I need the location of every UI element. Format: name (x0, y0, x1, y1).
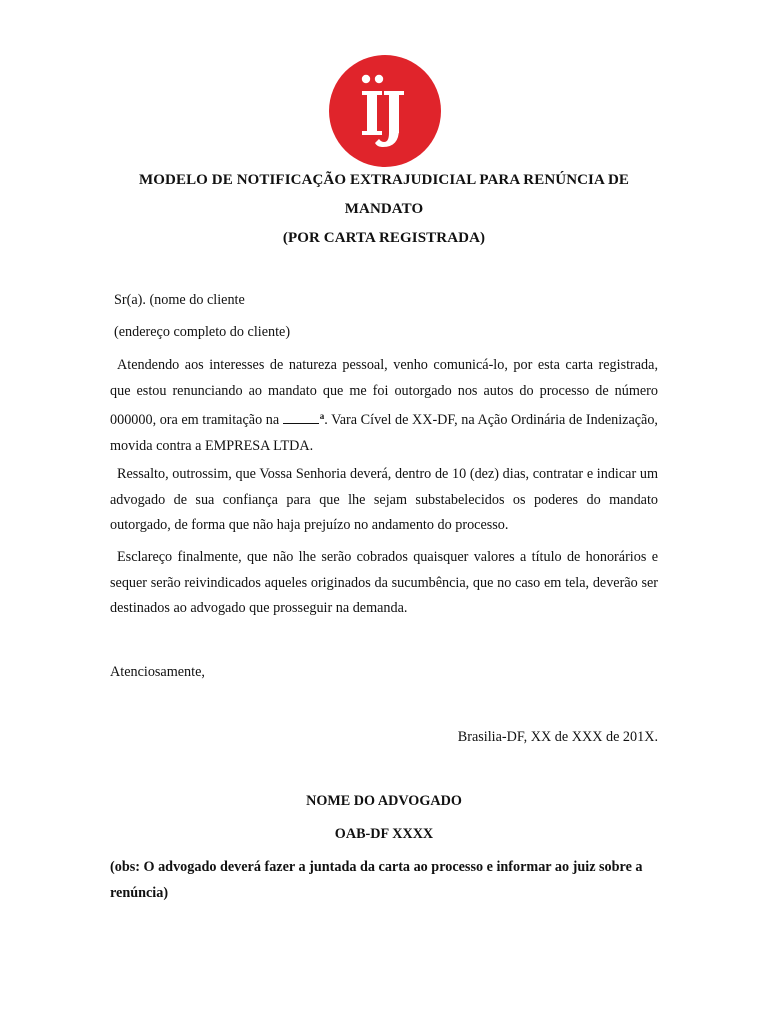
paragraph-1-text-b: . Vara Cível de XX-DF, na Ação Ordinária de Indenização, movida contra a EMPRESA LTDA. (110, 412, 658, 454)
closing: Atenciosamente, (110, 664, 205, 680)
ordinal-mark: a (319, 411, 325, 421)
paragraph-3-text: Esclareço finalmente, que não lhe serão cobrados quaisquer valores a título de honorários e sequer serão reivindicados aqueles originados da sucumbência, que no caso em tela, deverão ser destinados ao advogado que prosseguir na demanda. (110, 549, 658, 616)
place-date: Brasilia-DF, XX de XXX de 201X. (457, 729, 658, 745)
observation-note: (obs: O advogado deverá fazer a juntada da carta ao processo e informar ao juiz sobre a renúncia) (110, 859, 643, 901)
paragraph-2 (110, 462, 658, 539)
document-subtitle: (POR CARTA REGISTRADA) (282, 230, 486, 246)
paragraph-1-text-a: Atendendo aos interesses de natureza pessoal, venho comunicá-lo, por esta carta registrada, que estou renunciando ao mandato que me foi outorgado nos autos do processo de número 000000, ora em tramitação na (110, 357, 658, 428)
signature-oab: OAB-DF XXXX (334, 826, 434, 842)
recipient-name: Sr(a). (nome do cliente (114, 292, 245, 308)
document-title: MODELO DE NOTIFICAÇÃO EXTRAJUDICIAL PARA RENÚNCIA DE MANDATO (139, 172, 629, 217)
paragraph-1 (110, 353, 658, 459)
paragraph-2-text: Ressalto, outrossim, que Vossa Senhoria deverá, dentro de 10 (dez) dias, contratar e indicar um advogado de sua confiança para que lhe sejam substabelecidos os poderes do mandato outorgado, de forma que não haja prejuízo no andamento do processo. (110, 466, 658, 533)
logo-ij (329, 55, 441, 167)
paragraph-3 (110, 545, 658, 622)
recipient-address: (endereço completo do cliente) (114, 324, 291, 340)
signature-name: NOME DO ADVOGADO (306, 793, 462, 809)
blank-field (283, 411, 319, 424)
